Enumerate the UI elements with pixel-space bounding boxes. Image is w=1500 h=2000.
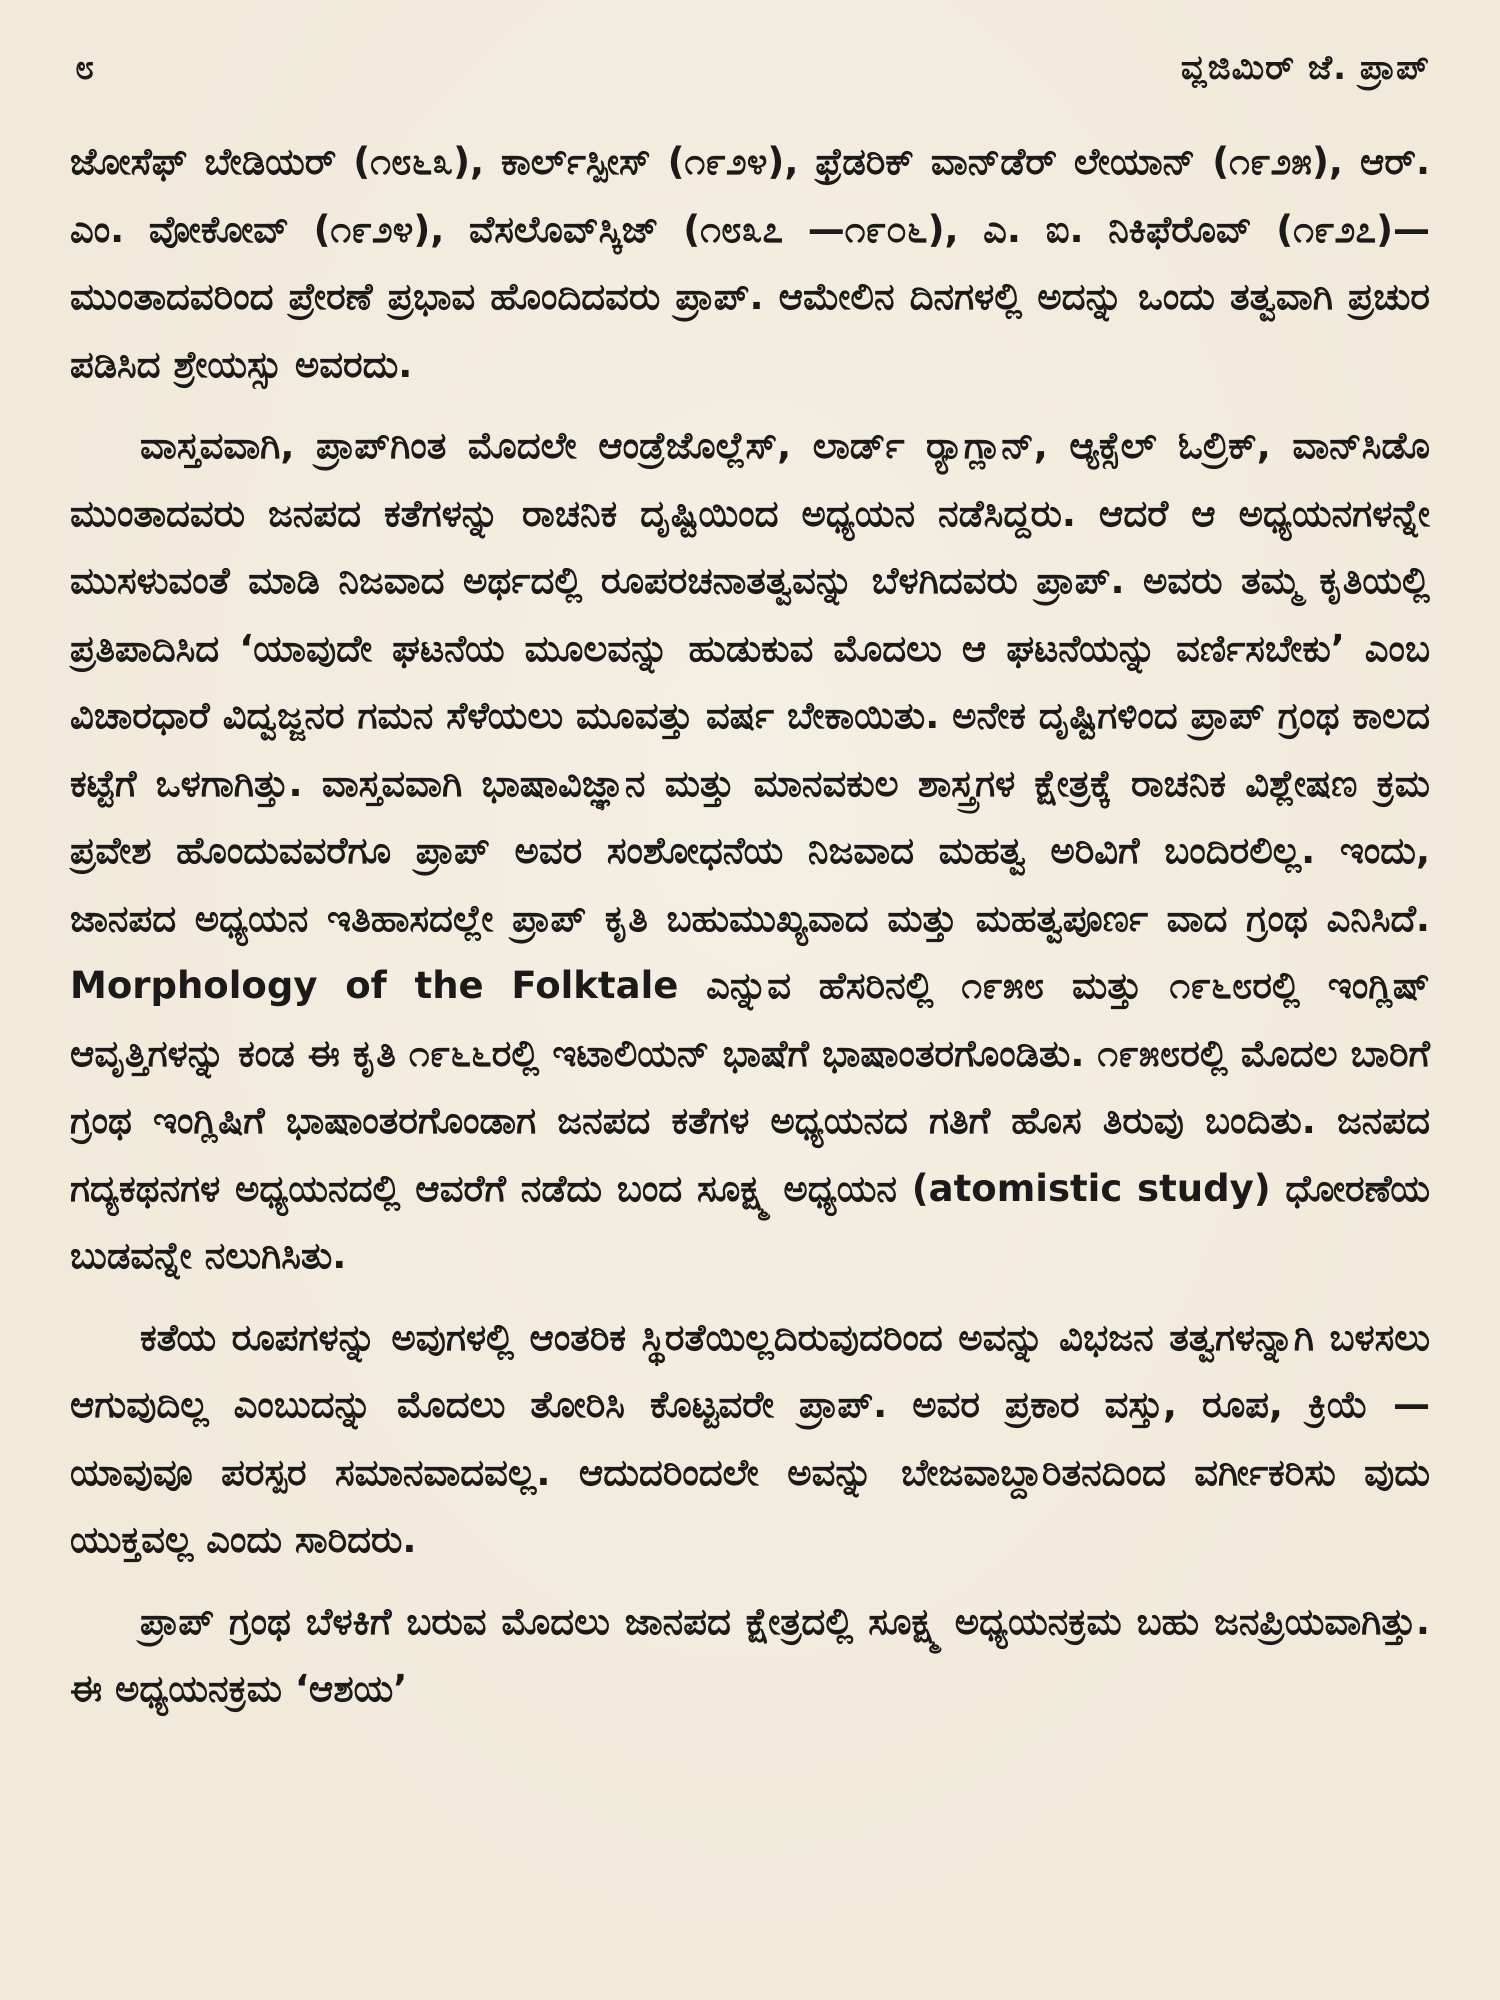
page-number: ೮ <box>75 48 95 88</box>
page-header <box>70 48 1430 128</box>
paragraph-2: ವಾಸ್ತವವಾಗಿ, ಪ್ರಾಪ್‌ಗಿಂತ ಮೊದಲೇ ಆಂಡ್ರೆಜೊಲ್ಲೆಸ್, ಲಾರ್ಡ್ ರ್‍ಯಾಗ್ಲಾನ್, ಆ್ಯಕ್ಸೆಲ್ ಓಲ್ರಿಕ್, ವಾನ್‌ಸಿಡೊ ಮುಂತಾದವರು ಜನಪದ ಕತೆಗಳನ್ನು ರಾಚನಿಕ ದೃಷ್ಟಿಯಿಂದ ಅಧ್ಯಯನ ನಡೆಸಿದ್ದರು. ಆದರೆ ಆ ಅಧ್ಯಯನಗಳನ್ನೇ ಮುಸಳುವಂತೆ ಮಾಡಿ ನಿಜವಾದ ಅರ್ಥದಲ್ಲಿ ರೂಪರಚನಾತತ್ವವನ್ನು ಬೆಳಗಿದವರು ಪ್ರಾಪ್. ಅವರು ತಮ್ಮ ಕೃತಿಯಲ್ಲಿ ಪ್ರತಿಪಾದಿಸಿದ ‘ಯಾವುದೇ ಘಟನೆಯ ಮೂಲವನ್ನು ಹುಡುಕುವ ಮೊದಲು ಆ ಘಟನೆಯನ್ನು ವರ್ಣಿಸಬೇಕು’ ಎಂಬ ವಿಚಾರಧಾರೆ ವಿದ್ವಜ್ಜನರ ಗಮನ ಸೆಳೆಯಲು ಮೂವತ್ತು ವರ್ಷ ಬೇಕಾಯಿತು. ಅನೇಕ ದೃಷ್ಟಿಗಳಿಂದ ಪ್ರಾಪ್ ಗ್ರಂಥ ಕಾಲದ ಕಟ್ಟೆಗೆ ಒಳಗಾಗಿತ್ತು. ವಾಸ್ತವವಾಗಿ ಭಾಷಾವಿಜ್ಞಾನ ಮತ್ತು ಮಾನವಕುಲ ಶಾಸ್ತ್ರಗಳ ಕ್ಷೇತ್ರಕ್ಕೆ ರಾಚನಿಕ ವಿಶ್ಲೇಷಣ ಕ್ರಮ ಪ್ರವೇಶ ಹೊಂದುವವರೆಗೂ ಪ್ರಾಪ್ ಅವರ ಸಂಶೋಧನೆಯ ನಿಜವಾದ ಮಹತ್ವ ಅರಿವಿಗೆ ಬಂದಿರಲಿಲ್ಲ. ಇಂದು, ಜಾನಪದ ಅಧ್ಯಯನ ಇತಿಹಾಸದಲ್ಲೇ ಪ್ರಾಪ್ ಕೃತಿ ಬಹುಮುಖ್ಯವಾದ ಮತ್ತು ಮಹತ್ವಪೂರ್ಣ ವಾದ ಗ್ರಂಥ ಎನಿಸಿದೆ. Morphology of the Folktale ಎನ್ನುವ ಹೆಸರಿನಲ್ಲಿ ೧೯೫೮ ಮತ್ತು ೧೯೬೮ರಲ್ಲಿ ಇಂಗ್ಲಿಷ್ ಆವೃತ್ತಿಗಳನ್ನು ಕಂಡ ಈ ಕೃತಿ ೧೯೬೬ರಲ್ಲಿ ಇಟಾಲಿಯನ್ ಭಾಷೆಗೆ ಭಾಷಾಂತರಗೊಂಡಿತು. ೧೯೫೮ರಲ್ಲಿ ಮೊದಲ ಬಾರಿಗೆ ಗ್ರಂಥ ಇಂಗ್ಲಿಷಿಗೆ ಭಾಷಾಂತರಗೊಂಡಾಗ ಜನಪದ ಕತೆಗಳ ಅಧ್ಯಯನದ ಗತಿಗೆ ಹೊಸ ತಿರುವು ಬಂದಿತು. ಜನಪದ ಗದ್ಯಕಥನಗಳ ಅಧ್ಯಯನದಲ್ಲಿ ಆವರೆಗೆ ನಡೆದು ಬಂದ ಸೂಕ್ಷ್ಮ ಅಧ್ಯಯನ (atomistic study) ಧೋರಣೆಯ ಬುಡವನ್ನೇ ನಲುಗಿಸಿತು. <box>70 424 1430 1277</box>
body-text <box>70 128 1430 1723</box>
running-title: ವ್ಲಜಿಮಿರ್ ಜೆ. ಪ್ರಾಪ್ <box>1180 48 1430 88</box>
paragraph-1: ಜೋಸೆಫ್ ಬೇಡಿಯರ್ (೧೮೬೩), ಕಾರ್ಲ್‌ಸ್ಪೀಸ್ (೧೯೨೪), ಫ್ರೆಡರಿಕ್ ವಾನ್‌ಡೆರ್ ಲೇಯಾನ್ (೧೯೨೫), ಆರ್. ಎಂ. ವೋಕೋವ್ (೧೯೨೪), ವೆಸಲೊವ್‌ಸ್ಕಿಜ್ (೧೮೩೭ —೧೯೦೬), ಎ. ಐ. ನಿಕಿಫೆರೊವ್ (೧೯೨೭)— ಮುಂತಾದವರಿಂದ ಪ್ರೇರಣೆ ಪ್ರಭಾವ ಹೊಂದಿದವರು ಪ್ರಾಪ್. ಆಮೇಲಿನ ದಿನಗಳಲ್ಲಿ ಅದನ್ನು ಒಂದು ತತ್ವವಾಗಿ ಪ್ರಚುರ ಪಡಿಸಿದ ಶ್ರೇಯಸ್ಸು ಅವರದು. <box>70 140 1430 386</box>
paragraph-3: ಕತೆಯ ರೂಪಗಳನ್ನು ಅವುಗಳಲ್ಲಿ ಆಂತರಿಕ ಸ್ಥಿರತೆಯಿಲ್ಲದಿರುವುದರಿಂದ ಅವನ್ನು ವಿಭಜನ ತತ್ವಗಳನ್ನಾಗಿ ಬಳಸಲು ಆಗುವುದಿಲ್ಲ ಎಂಬುದನ್ನು ಮೊದಲು ತೋರಿಸಿ ಕೊಟ್ಟವರೇ ಪ್ರಾಪ್. ಅವರ ಪ್ರಕಾರ ವಸ್ತು, ರೂಪ, ಕ್ರಿಯೆ — ಯಾವುವೂ ಪರಸ್ಪರ ಸಮಾನವಾದವಲ್ಲ. ಆದುದರಿಂದಲೇ ಅವನ್ನು ಬೇಜವಾಬ್ದಾರಿತನದಿಂದ ವರ್ಗೀಕರಿಸು ವುದು ಯುಕ್ತವಲ್ಲ ಎಂದು ಸಾರಿದರು. <box>70 1315 1430 1561</box>
paragraph-4: ಪ್ರಾಪ್ ಗ್ರಂಥ ಬೆಳಕಿಗೆ ಬರುವ ಮೊದಲು ಜಾನಪದ ಕ್ಷೇತ್ರದಲ್ಲಿ ಸೂಕ್ಷ್ಮ ಅಧ್ಯಯನಕ್ರಮ ಬಹು ಜನಪ್ರಿಯವಾಗಿತ್ತು. ಈ ಅಧ್ಯಯನಕ್ರಮ ‘ಆಶಯ’ <box>70 1599 1430 1710</box>
